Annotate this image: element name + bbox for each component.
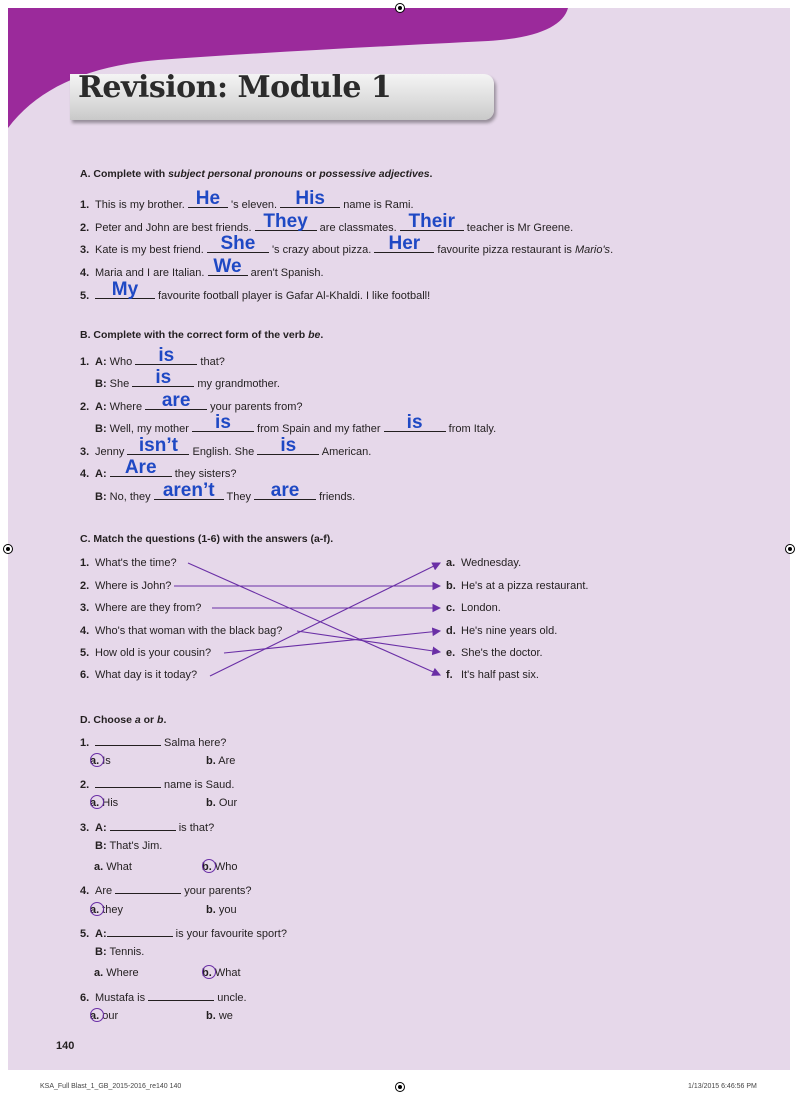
choose-question-reply: B: That's Jim. [95, 840, 163, 852]
section-b-line: 3. Jenny isn’t English. She is American. [80, 435, 372, 458]
option-b[interactable]: b. you [206, 904, 237, 916]
answer-blank[interactable] [115, 881, 181, 894]
section-b-line: 1. A: Who is that? [80, 345, 225, 368]
option-b[interactable]: b. What [202, 967, 241, 979]
match-answer: e. She's the doctor. [446, 647, 543, 659]
answer-blank[interactable]: aren’t [154, 487, 224, 500]
section-b-line: 2. A: Where are your parents from? [80, 390, 303, 413]
match-answer: c. London. [446, 602, 501, 614]
registration-mark-icon [395, 3, 405, 13]
answer-blank[interactable]: His [280, 195, 340, 208]
answer-blank[interactable]: is [192, 419, 254, 432]
match-answer: a. Wednesday. [446, 557, 522, 569]
answer-blank[interactable] [148, 988, 214, 1001]
choose-question-reply: B: Tennis. [95, 946, 145, 958]
option-a[interactable]: a. they [90, 904, 124, 916]
selected-circle [90, 1008, 104, 1022]
choose-question: 4. Are your parents? [80, 881, 252, 898]
answer-blank[interactable]: is [132, 374, 194, 387]
answer-blank[interactable]: is [384, 419, 446, 432]
answer-blank[interactable]: Are [110, 464, 172, 477]
answer-blank[interactable]: We [208, 263, 248, 276]
page-number: 140 [56, 1040, 75, 1052]
section-a-item: 2. Peter and John are best friends. They are classmates. Their teacher is Mr Greene. [80, 211, 574, 234]
choose-question: 6. Mustafa is uncle. [80, 988, 247, 1005]
option-a[interactable]: a. our [90, 1010, 119, 1022]
registration-mark-icon [785, 544, 795, 554]
section-b-line: B: She is my grandmother. [95, 367, 280, 390]
option-b[interactable]: b. Are [206, 755, 236, 767]
print-slug-right: 1/13/2015 6:46:56 PM [688, 1083, 757, 1090]
answer-blank[interactable] [107, 924, 173, 937]
match-question: 4. Who's that woman with the black bag? [80, 625, 283, 637]
choose-question: 1. Salma here? [80, 733, 226, 750]
match-question: 6. What day is it today? [80, 669, 198, 681]
option-b[interactable]: b. Who [202, 861, 238, 873]
answer-blank[interactable] [110, 818, 176, 831]
selected-circle [202, 859, 216, 873]
match-question: 5. How old is your cousin? [80, 647, 212, 659]
match-question: 3. Where are they from? [80, 602, 202, 614]
answer-blank[interactable] [95, 733, 161, 746]
option-a[interactable]: a. Is [90, 755, 111, 767]
match-line-5-d[interactable] [224, 631, 440, 653]
answer-blank[interactable]: Their [400, 218, 464, 231]
registration-mark-icon [395, 1082, 405, 1092]
answer-blank[interactable]: He [188, 195, 228, 208]
match-line-6-a[interactable] [210, 563, 440, 676]
section-a-item: 1. This is my brother. He 's eleven. His name is Rami. [80, 188, 414, 211]
section-d-heading: D. Choose a or b. [80, 714, 167, 726]
choose-question: 2. name is Saud. [80, 775, 234, 792]
answer-blank[interactable]: They [255, 218, 317, 231]
selected-circle [90, 753, 104, 767]
section-b-line: B: No, they aren’t They are friends. [95, 480, 356, 503]
section-a-item: 4. Maria and I are Italian. We aren't Spanish. [80, 256, 324, 279]
answer-blank[interactable]: are [254, 487, 316, 500]
match-answer: b. He's at a pizza restaurant. [446, 580, 589, 592]
choose-question: 5. A: is your favourite sport? [80, 924, 287, 941]
option-a[interactable]: a. What [94, 861, 132, 873]
section-a-heading: A. Complete with subject personal pronouns or possessive adjectives. [80, 168, 433, 180]
match-answer: f. It's half past six. [446, 669, 539, 681]
match-line-4-e[interactable] [297, 631, 440, 652]
section-c-heading: C. Match the questions (1-6) with the answers (a-f). [80, 533, 334, 545]
print-slug-left: KSA_Full Blast_1_GB_2015-2016_re140 140 [40, 1083, 182, 1090]
selected-circle [202, 965, 216, 979]
section-b-line: B: Well, my mother is from Spain and my father is from Italy. [95, 412, 497, 435]
section-a-item: 5. My favourite football player is Gafar Al-Khaldi. I like football! [80, 279, 431, 302]
section-b-line: 4. A: Are they sisters? [80, 457, 237, 480]
answer-blank[interactable]: is [135, 352, 197, 365]
registration-mark-icon [3, 544, 13, 554]
answer-blank[interactable]: My [95, 286, 155, 299]
answer-blank[interactable]: are [145, 397, 207, 410]
choose-question: 3. A: is that? [80, 818, 214, 835]
match-question: 2. Where is John? [80, 580, 172, 592]
answer-blank[interactable] [95, 775, 161, 788]
option-b[interactable]: b. Our [206, 797, 238, 809]
answer-blank[interactable]: is [257, 442, 319, 455]
page-title: Revision: Module 1 [78, 70, 392, 105]
section-a-item: 3. Kate is my best friend. She 's crazy about pizza. Her favourite pizza restaurant is Mario's. [80, 233, 614, 256]
selected-circle [90, 902, 104, 916]
match-answer: d. He's nine years old. [446, 625, 558, 637]
option-a[interactable]: a. His [90, 797, 119, 809]
answer-blank[interactable]: isn’t [127, 442, 189, 455]
match-question: 1. What's the time? [80, 557, 177, 569]
answer-blank[interactable]: Her [374, 240, 434, 253]
answer-blank[interactable]: She [207, 240, 269, 253]
option-a[interactable]: a. Where [94, 967, 139, 979]
section-b-heading: B. Complete with the correct form of the verb be. [80, 329, 324, 341]
selected-circle [90, 795, 104, 809]
option-b[interactable]: b. we [206, 1010, 233, 1022]
match-line-1-f[interactable] [188, 563, 440, 675]
